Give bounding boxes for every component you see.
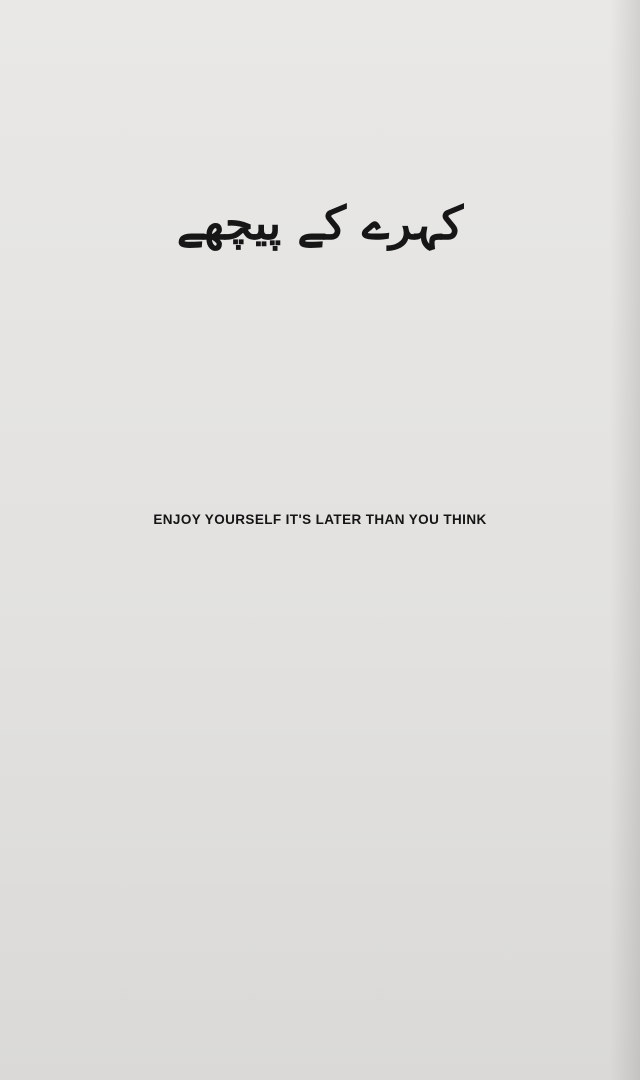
english-lyric-line: ENJOY YOURSELF IT'S LATER THAN YOU THINK xyxy=(153,512,487,527)
page-edge-shadow xyxy=(610,0,640,1080)
chapter-title: کہرے کے پیچھے xyxy=(176,196,464,250)
